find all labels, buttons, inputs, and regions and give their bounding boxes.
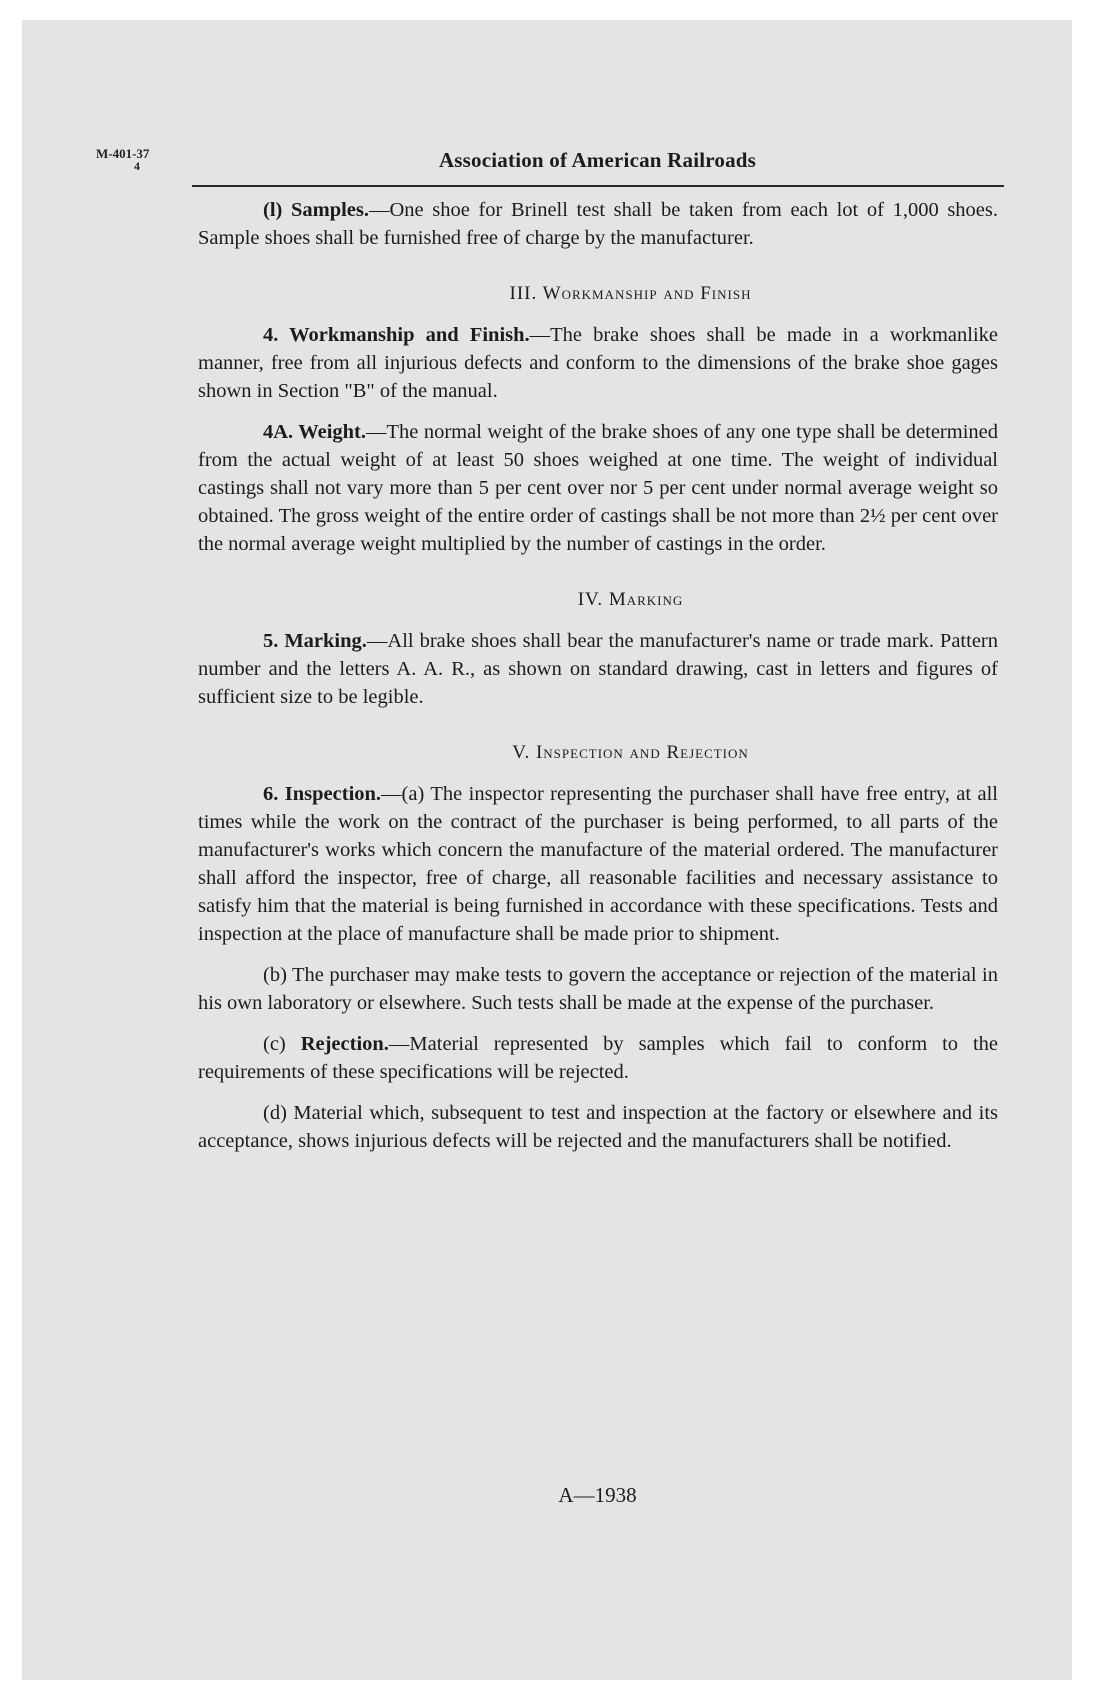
paragraph-lead: Rejection. — [300, 1033, 389, 1055]
paragraph-text: (b) The purchaser may make tests to govern the acceptance or rejection of the material in his own laboratory or elsewhere. Such tests shall be made at the expense of the purchaser. — [198, 964, 998, 1014]
paragraph-lead: (l) Samples. — [263, 199, 369, 221]
doc-id: M-401-37 — [96, 146, 150, 161]
paragraph-prefix: (c) — [263, 1033, 301, 1055]
paragraph-lead: 5. Marking. — [263, 630, 367, 652]
running-title: Association of American Railroads — [438, 148, 757, 172]
paragraph-workmanship — [198, 321, 998, 405]
paragraph-lead: 4. Workmanship and Finish. — [263, 324, 530, 346]
paragraph-lead: 6. Inspection. — [263, 783, 382, 805]
paragraph-inspection-b — [198, 961, 998, 1017]
paragraph-rejection-d — [198, 1099, 998, 1155]
paragraph-inspection-a — [198, 780, 998, 948]
page-folio: A—1938 — [558, 1483, 637, 1507]
section-heading-iii: III. Workmanship and Finish — [509, 283, 752, 304]
body-text — [198, 196, 998, 1168]
paragraph-text: —The normal weight of the brake shoes of any one type shall be determined from the actual weight of at least 50 shoes weighed at one time. The weight of individual castings shall not vary more than 5 per cent over nor 5 per cent under normal average weight so obtained. The gross weight of the entire order of castings shall be not more than 2½ per cent over the normal average weight multiplied by the number of castings in the order. — [198, 421, 998, 555]
paragraph-text: —(a) The inspector representing the purchaser shall have free entry, at all times while the work on the contract of the purchaser is being performed, to all parts of the manufacturer's works which concern the manufacture of the material ordered. The manufacturer shall afford the inspector, free of charge, all reasonable facilities and necessary assistance to satisfy him that the material is being furnished in accordance with these specifications. Tests and inspection at the place of manufacture shall be made prior to shipment. — [198, 783, 998, 945]
paragraph-lead: 4A. Weight. — [263, 421, 367, 443]
paragraph-text: —The brake shoes shall be made in a workmanlike manner, free from all injurious defects and conform to the dimensions of the brake shoe gages shown in Section "B" of the manual. — [198, 324, 998, 402]
paragraph-rejection-c — [198, 1030, 998, 1086]
paragraph-text: —One shoe for Brinell test shall be taken from each lot of 1,000 shoes. Sample shoes shall be furnished free of charge by the manufacturer. — [198, 199, 998, 249]
paragraph-marking — [198, 627, 998, 711]
paragraph-text: —Material represented by samples which fail to conform to the requirements of these specifications will be rejected. — [198, 1033, 998, 1083]
paragraph-text: —All brake shoes shall bear the manufacturer's name or trade mark. Pattern number and the letters A. A. R., as shown on standard drawing, cast in letters and figures of sufficient size to be legible. — [198, 630, 998, 708]
document-identifier — [96, 148, 149, 172]
section-heading-iv: IV. Marking — [577, 589, 684, 610]
paragraph-text: (d) Material which, subsequent to test and inspection at the factory or elsewhere and its acceptance, shows injurious defects will be rejected and the manufacturers shall be notified. — [198, 1102, 998, 1152]
section-heading-v: V. Inspection and Rejection — [512, 742, 749, 763]
page-number: 4 — [134, 159, 140, 173]
paragraph-weight — [198, 418, 998, 558]
header-rule — [192, 185, 1004, 187]
paragraph-samples — [198, 196, 998, 252]
